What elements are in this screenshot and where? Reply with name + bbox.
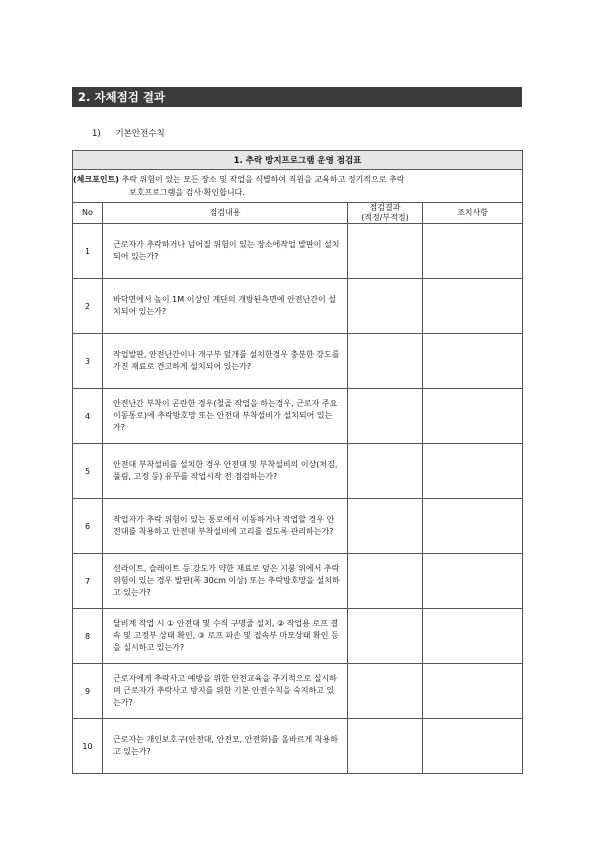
action-cell[interactable] (423, 499, 523, 554)
header-result-line2: (적정/부적정) (361, 213, 409, 222)
result-cell[interactable] (348, 279, 423, 334)
table-row (73, 499, 523, 554)
item-content: 작업발판, 안전난간이나 개구부 덮개를 설치한경우 충분한 강도를 가진 재료로 견고하게 설치되어 있는가? (103, 334, 348, 389)
action-cell[interactable] (423, 444, 523, 499)
item-content: 선라이트, 슬레이트 등 강도가 약한 재료로 덮은 지붕 위에서 추락위험이 있는 경우 발판(폭 30cm 이상) 또는 추락방호망을 설치하고 있는가? (103, 554, 348, 609)
table-title-row (73, 151, 523, 170)
action-cell[interactable] (423, 389, 523, 444)
subsection-heading (92, 127, 165, 139)
item-number: 1 (73, 224, 103, 279)
subsection-title: 기본안전수칙 (115, 129, 165, 139)
item-number: 10 (73, 719, 103, 774)
result-cell[interactable] (348, 334, 423, 389)
action-cell[interactable] (423, 609, 523, 664)
header-row (73, 203, 523, 224)
table-title: 1. 추락 방지프로그램 운영 점검표 (73, 151, 523, 170)
item-content: 근로자에게 추락사고 예방을 위한 안전교육을 주기적으로 실시하며 근로자가 추락사고 방지를 위한 기본 안전수칙을 숙지하고 있는가? (103, 664, 348, 719)
item-content: 근로자가 추락하거나 넘어질 위험이 있는 장소에작업 발판이 설치되어 있는가? (103, 224, 348, 279)
header-content: 점검내용 (103, 203, 348, 224)
section-title: 2. 자체점검 결과 (72, 87, 522, 107)
checkpoint-label: (체크포인트) (73, 175, 119, 184)
item-number: 5 (73, 444, 103, 499)
result-cell[interactable] (348, 609, 423, 664)
item-number: 9 (73, 664, 103, 719)
item-content: 바닥면에서 높이 1M 이상인 계단의 개방된측면에 안전난간이 설치되어 있는가? (103, 279, 348, 334)
item-number: 2 (73, 279, 103, 334)
action-cell[interactable] (423, 334, 523, 389)
item-content: 달비계 작업 시 ① 안전대 및 수직 구명줄 설치, ② 작업용 로프 결속 및 고정부 상태 확인, ③ 로프 파손 및 접속부 마모상태 확인 등을 실시하고 있는가? (103, 609, 348, 664)
table-row (73, 719, 523, 774)
item-number: 7 (73, 554, 103, 609)
table-row (73, 279, 523, 334)
item-number: 8 (73, 609, 103, 664)
action-cell[interactable] (423, 279, 523, 334)
subsection-number: 1) (92, 129, 101, 139)
table-row (73, 224, 523, 279)
checkpoint-row (73, 170, 523, 203)
result-cell[interactable] (348, 499, 423, 554)
header-action: 조치사항 (423, 203, 523, 224)
action-cell[interactable] (423, 664, 523, 719)
result-cell[interactable] (348, 719, 423, 774)
action-cell[interactable] (423, 554, 523, 609)
item-content: 안전대 부착설비를 설치한 경우 안전대 및 부착설비의 이상(처짐, 풀림, 고정 등) 유무를 작업시작 전 점검하는가? (103, 444, 348, 499)
table-row (73, 389, 523, 444)
result-cell[interactable] (348, 554, 423, 609)
item-number: 3 (73, 334, 103, 389)
item-content: 근로자는 개인보호구(안전대, 안전모, 안전화)를 올바르게 착용하고 있는가? (103, 719, 348, 774)
checkpoint-text-line2: 보호프로그램을 검사·확인합니다. (129, 188, 245, 197)
header-no: No (73, 203, 103, 224)
table-row (73, 609, 523, 664)
header-result (348, 203, 423, 224)
result-cell[interactable] (348, 444, 423, 499)
table-row (73, 554, 523, 609)
result-cell[interactable] (348, 224, 423, 279)
action-cell[interactable] (423, 224, 523, 279)
header-result-line1: 점검결과 (369, 203, 401, 212)
item-number: 6 (73, 499, 103, 554)
item-content: 작업자가 추락 위험이 있는 통로에서 이동하거나 작업할 경우 안전대를 착용하고 안전대 부착설비에 고리를 걸도록 관리하는가? (103, 499, 348, 554)
result-cell[interactable] (348, 664, 423, 719)
action-cell[interactable] (423, 719, 523, 774)
checkpoint-text-line1: 추락 위험이 있는 모든 장소 및 작업을 식별하여 직원을 교육하고 정기적으로 추락 (118, 175, 405, 184)
item-number: 4 (73, 389, 103, 444)
table-row (73, 664, 523, 719)
table-row (73, 444, 523, 499)
checklist-table (72, 150, 523, 774)
checkpoint-cell (73, 170, 523, 203)
item-content: 안전난간 부착이 곤란한 경우(철골 작업을 하는경우, 근로자 주요 이동통로)에 추락방호망 또는 안전대 부착설비가 설치되어 있는가? (103, 389, 348, 444)
result-cell[interactable] (348, 389, 423, 444)
table-row (73, 334, 523, 389)
